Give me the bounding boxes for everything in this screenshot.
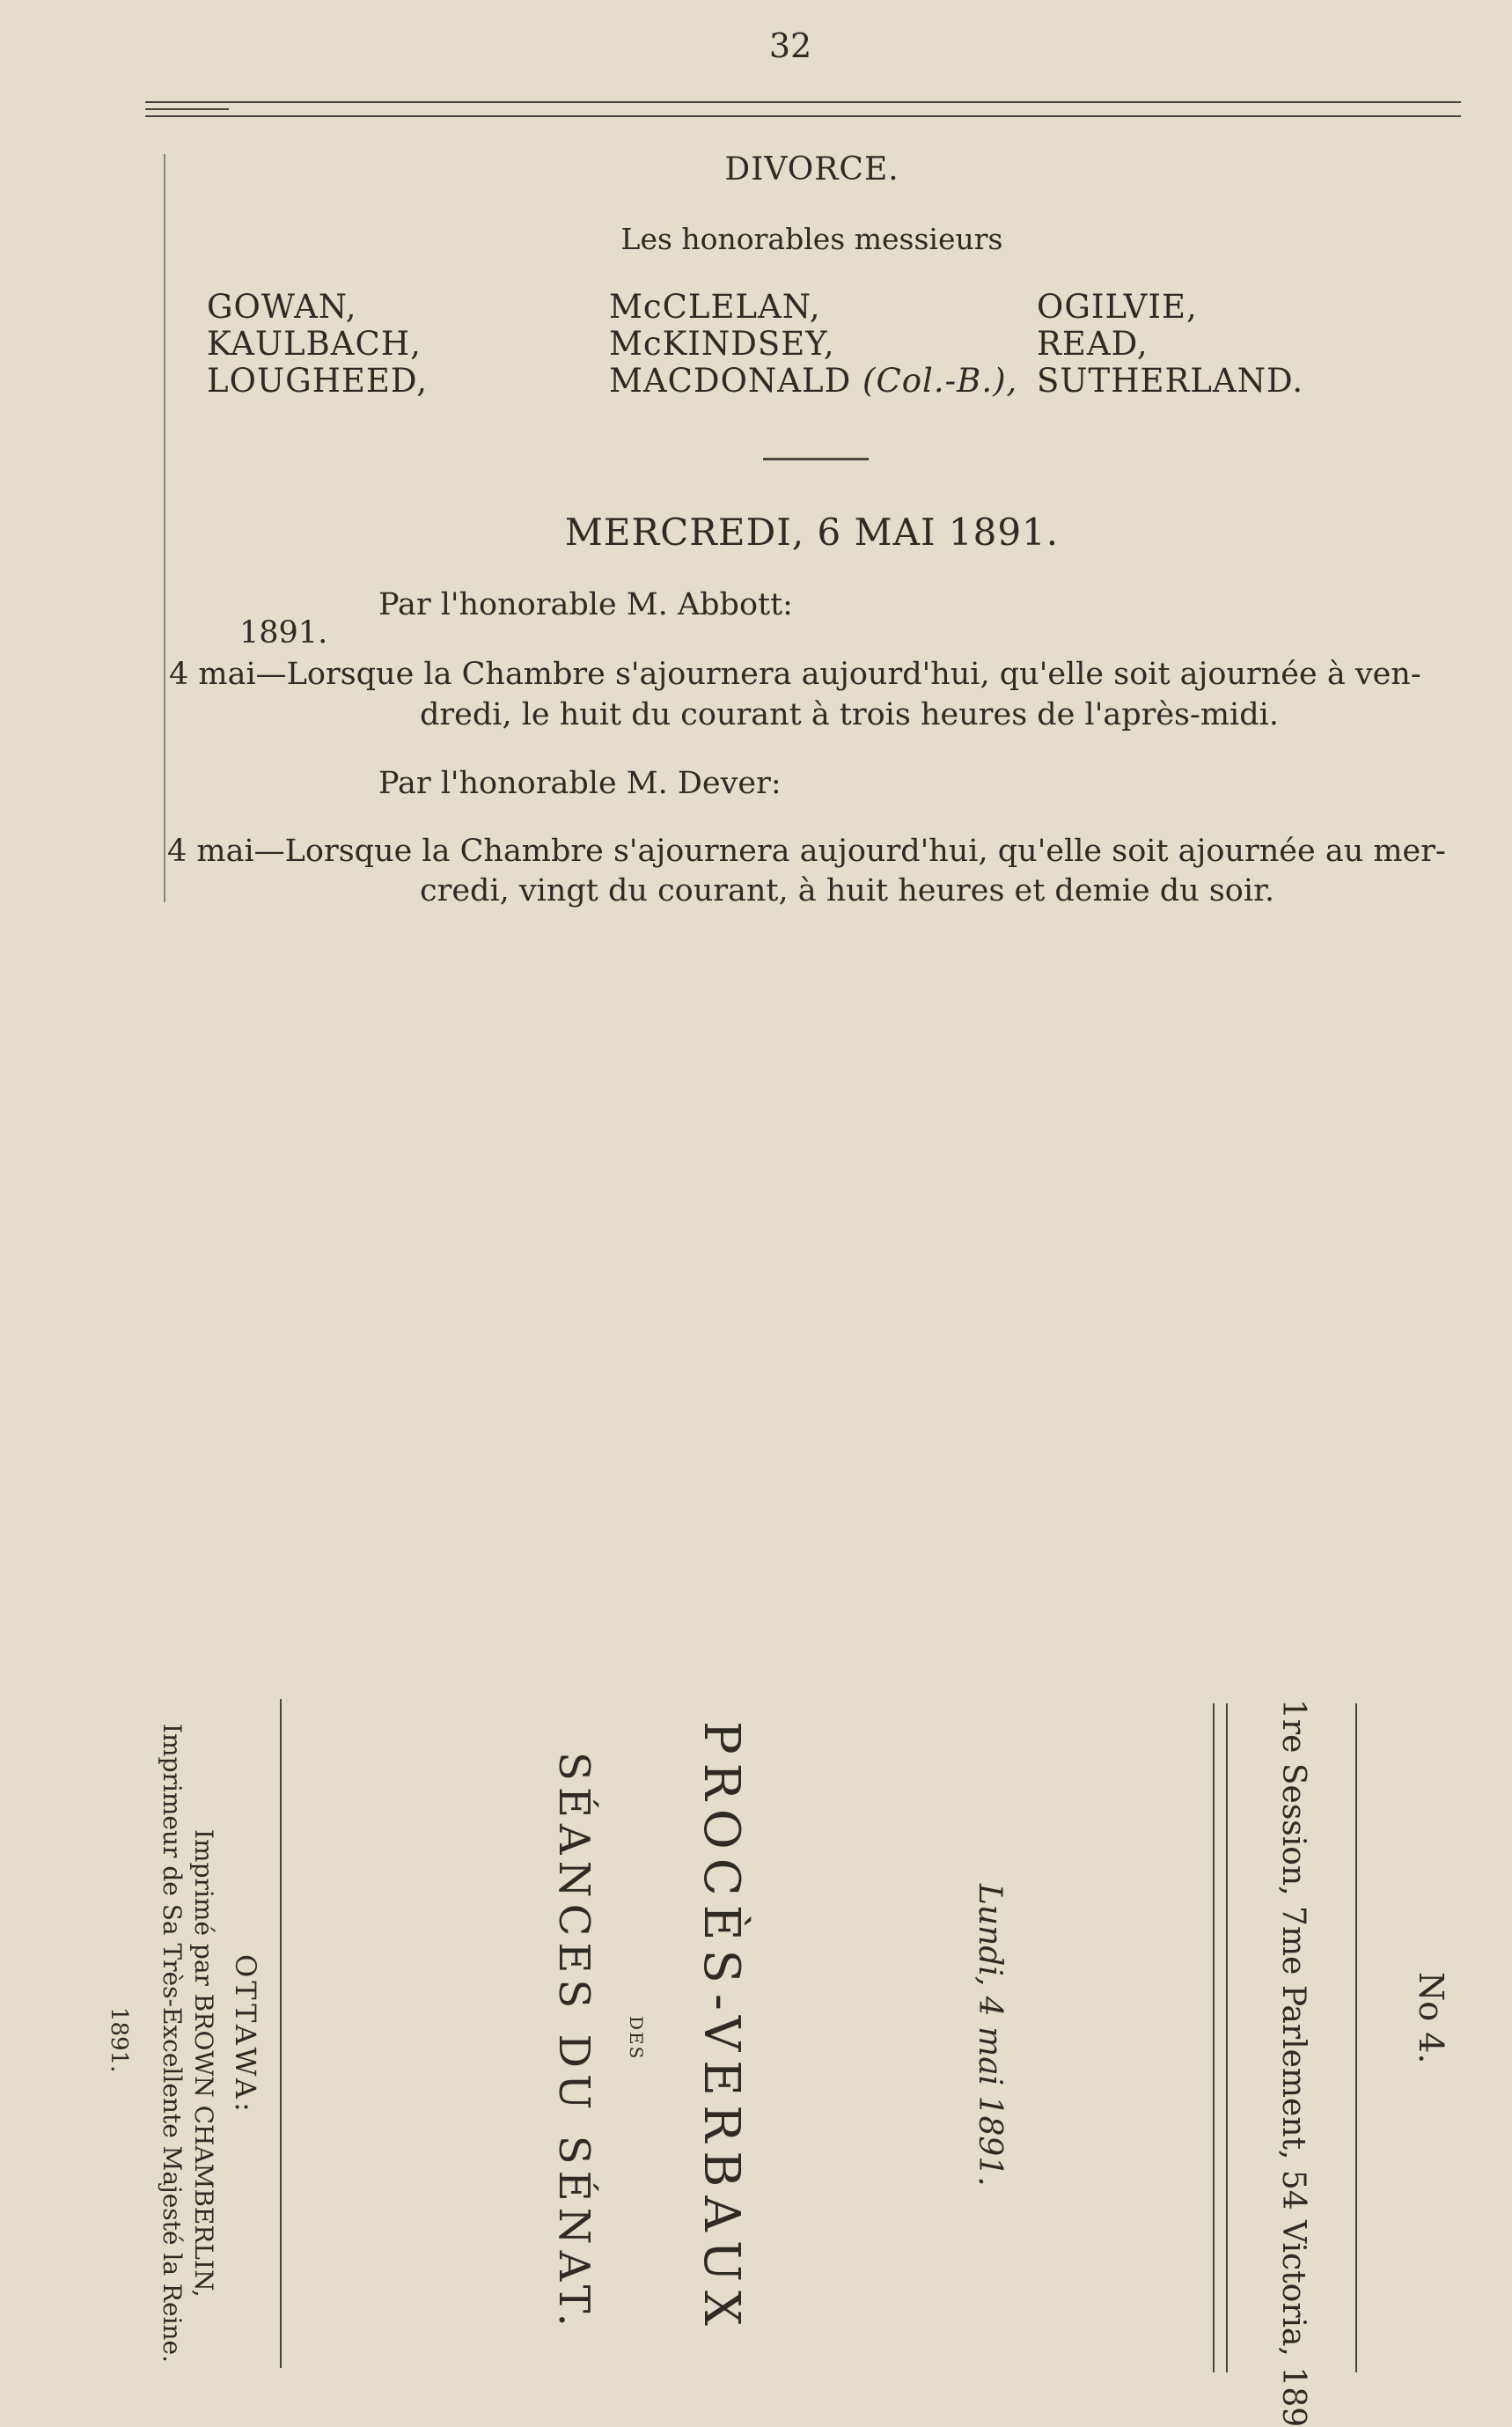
cover-printer: Imprimé par BROWN CHAMBERLIN, xyxy=(189,1829,218,2298)
section-title: DIVORCE. xyxy=(724,151,899,188)
cover-rule xyxy=(1213,1703,1215,2372)
names-column-2 xyxy=(609,289,1017,400)
senator-name: McCLELAN, xyxy=(609,288,821,326)
province-suffix: (Col.-B.), xyxy=(862,362,1018,400)
senator-name: READ, xyxy=(1037,325,1149,363)
section-separator xyxy=(763,458,869,460)
header-rule-bottom xyxy=(145,115,1461,117)
motion-text: dredi, le huit du courant à trois heures de l'après-midi. xyxy=(420,697,1279,732)
cover-rule xyxy=(280,1699,282,2368)
senator-name: LOUGHEED, xyxy=(207,362,429,400)
senator-name: McKINDSEY, xyxy=(609,325,835,363)
cover-title: PROCÈS-VERBAUX xyxy=(693,1721,750,2335)
cover-rule xyxy=(1226,1703,1228,2372)
motion-text: 4 mai—Lorsque la Chambre s'ajournera aujourd'hui, qu'elle soit ajournée à ven- xyxy=(169,657,1421,692)
page-number: 32 xyxy=(768,26,812,65)
senators-intro: Les honorables messieurs xyxy=(620,222,1003,256)
cover-printer: Imprimeur de Sa Très-Excellente Majesté la Reine. xyxy=(158,1724,187,2364)
senator-name: KAULBACH, xyxy=(207,325,422,363)
header-rule-top xyxy=(145,101,1461,103)
cover-session: 1re Session, 7me Parlement, 54 Victoria, 189 xyxy=(1275,1699,1311,2427)
cover-date xyxy=(972,1884,1008,2187)
cover-issue-number: No 4. xyxy=(1412,1972,1450,2064)
names-column-1 xyxy=(207,289,428,400)
motion-author: Par l'honorable M. Dever: xyxy=(378,766,782,801)
motion-text: credi, vingt du courant, à huit heures et demie du soir. xyxy=(420,873,1275,908)
motion-text: 4 mai—Lorsque la Chambre s'ajournera aujourd'hui, qu'elle soit ajournée au mer- xyxy=(167,834,1446,869)
senator-name: OGILVIE, xyxy=(1037,288,1198,326)
senator-name: SUTHERLAND. xyxy=(1037,362,1304,400)
cover-des: DES xyxy=(626,2016,647,2061)
motion-author: Par l'honorable M. Abbott: xyxy=(378,587,793,622)
motion-year: 1891. xyxy=(239,615,328,651)
senator-name-with-province xyxy=(609,363,1017,400)
header-rule-short xyxy=(145,108,229,110)
senator-name: GOWAN, xyxy=(207,288,357,326)
cover-year: 1891. xyxy=(106,2007,132,2073)
cover-subtitle: SÉANCES DU SÉNAT. xyxy=(549,1752,598,2333)
names-column-3 xyxy=(1037,289,1303,400)
date-heading: MERCREDI, 6 MAI 1891. xyxy=(564,511,1060,554)
senator-name: MACDONALD xyxy=(609,362,852,400)
cover-date-text: Lundi, 4 mai 1891. xyxy=(972,1884,1008,2187)
cover-city: OTTAWA: xyxy=(229,1954,262,2115)
cover-rule xyxy=(1355,1703,1357,2372)
